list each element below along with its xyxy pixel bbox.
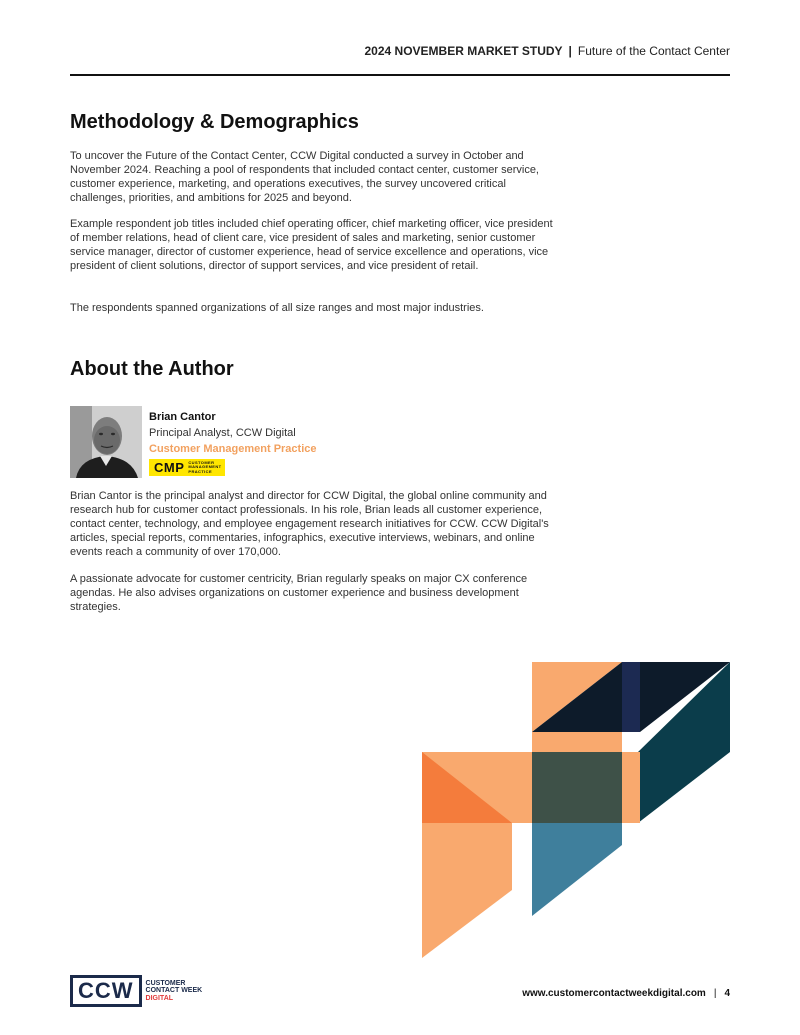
methodology-paragraph-1: To uncover the Future of the Contact Center, CCW Digital conducted a survey in October and November 2024. Reaching a pool of respondents that included contact center, customer service, customer experience, marketing, and operations executives, the survey uncovered critical challenges, priorities, and ambitions for 2025 and beyond. (70, 150, 539, 204)
ccw-logo-line-3: DIGITAL (145, 994, 174, 1002)
author-bio-paragraph-2: A passionate advocate for customer centricity, Brian regularly speaks on major CX conference agendas. He also advises organizations on customer experience and business development strategies. (70, 573, 528, 613)
cmp-logo-subtext: CUSTOMER MANAGEMENT PRACTICE (188, 459, 222, 474)
methodology-paragraph-2: Example respondent job titles included chief operating officer, chief marketing officer, vice president of member relations, head of client care, vice president of sales and marketing, senior customer service manager, director of customer experience, head of service excellence and operations, vice president of client solutions, director of support services, and vice president of retail. (70, 218, 553, 272)
author-photo (70, 406, 142, 478)
ccw-logo-line-1: CUSTOMER (145, 979, 186, 987)
header-study: 2024 NOVEMBER MARKET STUDY (364, 44, 563, 58)
methodology-title: Methodology & Demographics (70, 111, 359, 133)
page-number: 4 (724, 988, 730, 999)
ccw-logo-line-2: CONTACT WEEK (145, 987, 203, 995)
ccw-logo-wordmark (146, 980, 203, 1003)
header-rule (70, 74, 730, 76)
cmp-logo-text: CMP (154, 460, 185, 475)
header-separator: | (568, 44, 572, 58)
author-role: Principal Analyst, CCW Digital (149, 427, 296, 439)
header-subtitle: Future of the Contact Center (577, 44, 730, 58)
ccw-logo-mark: CCW (70, 975, 142, 1007)
shape-olive-square (532, 752, 622, 823)
running-header (365, 44, 731, 58)
cmp-logo (149, 459, 225, 476)
footer-right (522, 988, 730, 999)
footer-separator: | (713, 988, 717, 999)
shape-navy-strip (622, 662, 640, 732)
shape-teal-lower (532, 823, 622, 916)
ccw-digital-logo (70, 975, 202, 1007)
footer-url[interactable]: www.customercontactweekdigital.com (522, 988, 706, 999)
author-bio-paragraph-1: Brian Cantor is the principal analyst and director for CCW Digital, the global online community and research hub for customer contact professionals. In his role, Brian leads all customer experience, contact center, technology, and employee engagement research initiatives for CCW. CCW Digital's articles, special reports, commentaries, infographics, executive interviews, webinars, and online events reach a community of over 170,000. (70, 490, 549, 558)
author-section-title: About the Author (70, 358, 234, 380)
methodology-paragraph-3: The respondents spanned organizations of all size ranges and most major industries. (70, 302, 484, 314)
author-name: Brian Cantor (149, 411, 216, 423)
author-practice: Customer Management Practice (149, 443, 317, 455)
decorative-geometric-graphic (420, 660, 730, 960)
shape-orange-middle (532, 732, 622, 752)
shape-orange-lower (422, 823, 512, 958)
